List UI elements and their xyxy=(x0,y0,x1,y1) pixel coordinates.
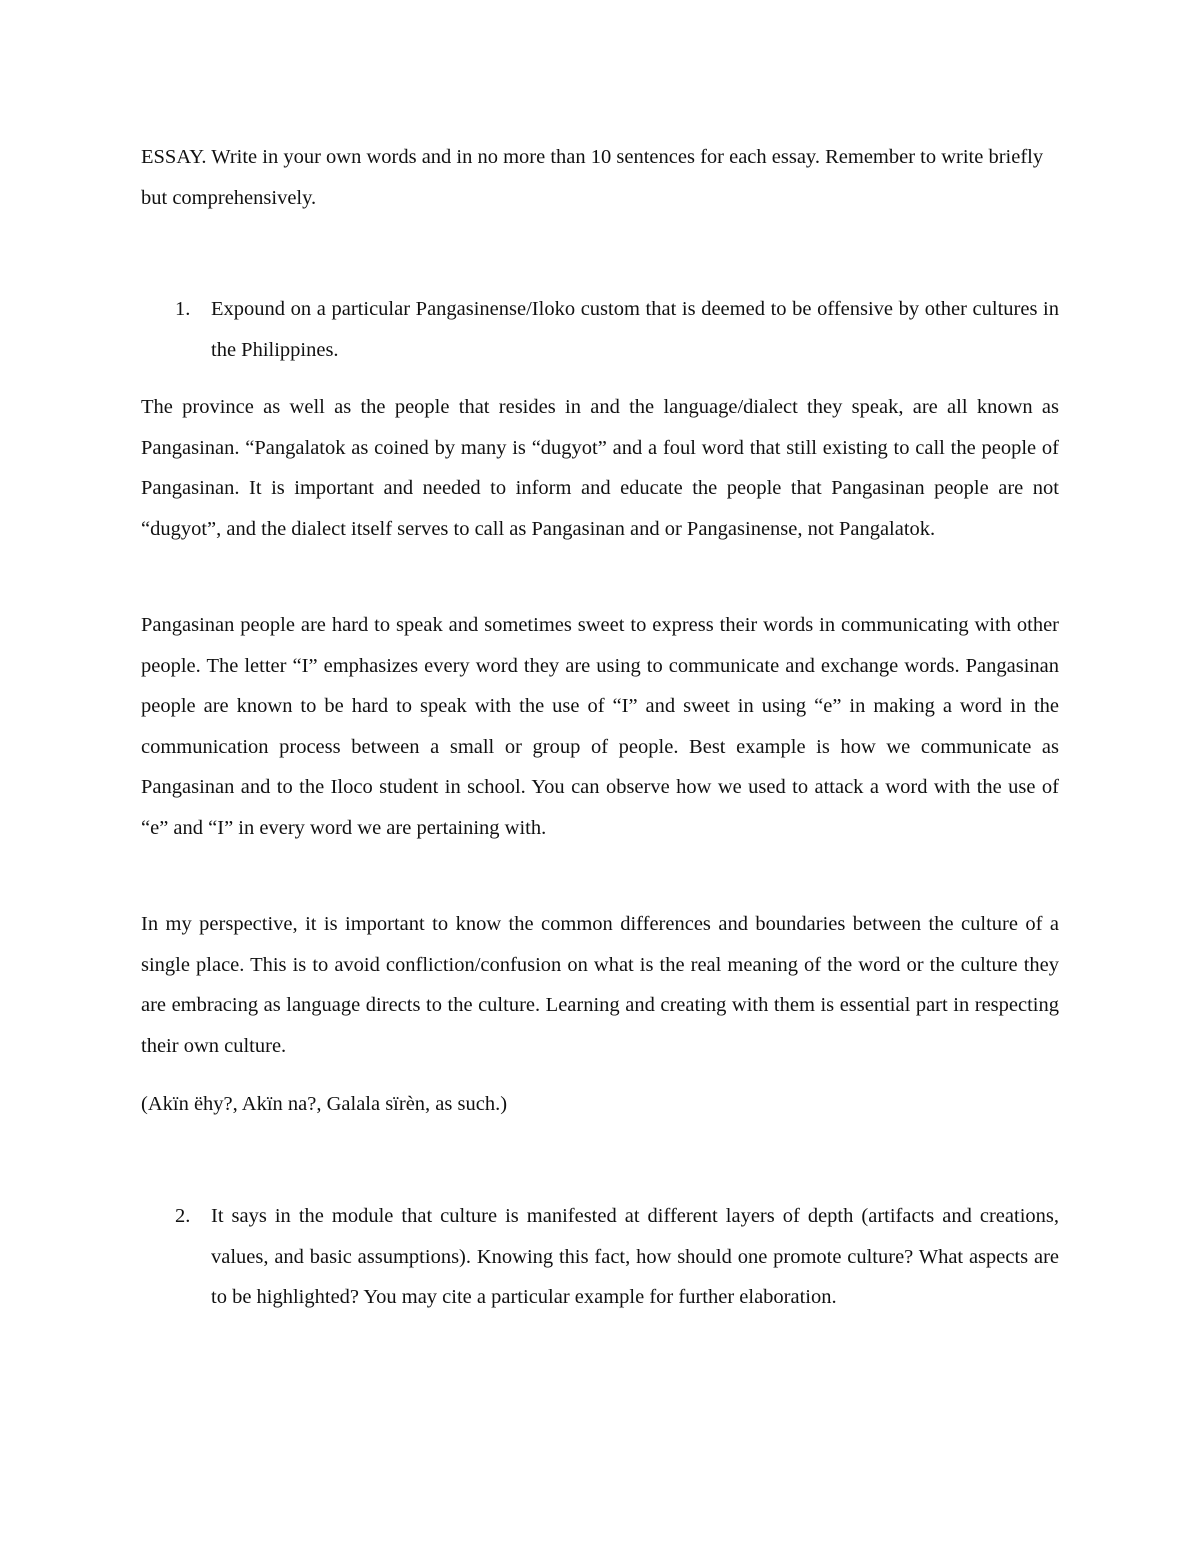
question-2 xyxy=(141,1196,1059,1318)
question-1-number: 1. xyxy=(175,298,191,320)
answer-paragraph-1: The province as well as the people that resides in and the language/dialect they speak, are all known as Pangasinan. “Pangalatok as coined by many is “dugyot” and a foul word that still existing to call the people of Pangasinan. It is important and needed to inform and educate the people that Pangasinan people are not “dugyot”, and the dialect itself serves to call as Pangasinan and or Pangasinense, not Pangalatok. xyxy=(141,396,1059,540)
question-1-text: Expound on a particular Pangasinense/Iloko custom that is deemed to be offensive by other cultures in the Philippines. xyxy=(211,298,1059,361)
answer-paragraph-3: In my perspective, it is important to know the common differences and boundaries between the culture of a single place. This is to avoid confliction/confusion on what is the real meaning of the word or the culture they are embracing as language directs to the culture. Learning and creating with them is essential part in respecting their own culture. xyxy=(141,913,1059,1057)
question-2-number: 2. xyxy=(175,1205,191,1227)
essay-instructions: ESSAY. Write in your own words and in no more than 10 sentences for each essay. Remember to write briefly but comprehensively. xyxy=(141,146,1044,209)
answer-paragraph-2: Pangasinan people are hard to speak and sometimes sweet to express their words in communicating with other people. The letter “I” emphasizes every word they are using to communicate and exchange words. Pangasinan people are known to be hard to speak with the use of “I” and sweet in using “e” in making a word in the communication process between a small or group of people. Best example is how we communicate as Pangasinan and to the Iloco student in school. You can observe how we used to attack a word with the use of “e” and “I” in every word we are pertaining with. xyxy=(141,614,1059,839)
question-1 xyxy=(141,289,1059,370)
question-2-text: It says in the module that culture is manifested at different layers of depth (artifacts and creations, values, and basic assumptions). Knowing this fact, how should one promote culture? What aspects are to be highlighted? You may cite a particular example for further elaboration. xyxy=(211,1205,1059,1308)
answer-examples: (Akïn ëhy?, Akïn na?, Galala sïrèn, as such.) xyxy=(141,1093,508,1115)
